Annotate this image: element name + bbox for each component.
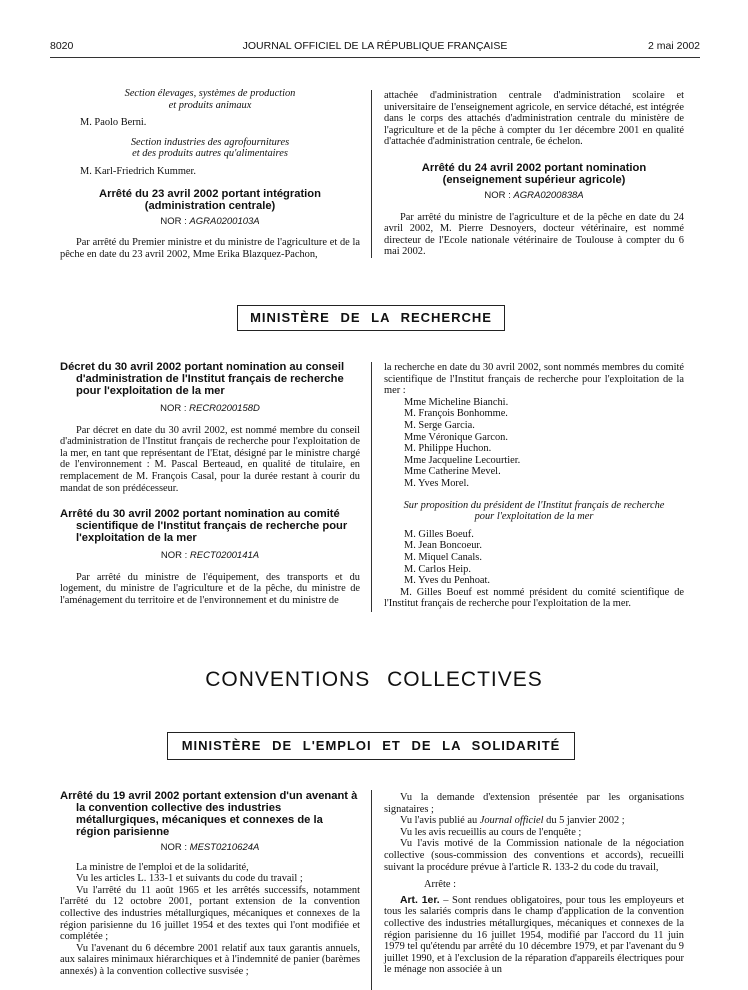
paragraph: La ministre de l'emploi et de la solidarité, bbox=[76, 861, 249, 873]
column-divider bbox=[371, 790, 372, 990]
president-text: M. Gilles Boeuf est nommé président du comité scientifique de l'Institut français de recherche pour l'exploitation de la mer. bbox=[384, 586, 684, 610]
member-item: M. Yves Morel. bbox=[404, 477, 469, 489]
continuation-text bbox=[384, 90, 684, 148]
paragraph: Vu les articles L. 133-1 et suivants du code du travail ; bbox=[76, 873, 303, 885]
nor-label: NOR : bbox=[484, 189, 511, 201]
decret-body: Par décret en date du 30 avril 2002, est nommé membre du conseil d'administration de l'Institut français de recherche pour l'exploitation de la mer, en tant que représentant de l'Etat, désigné par le ministre chargé de l'environnement : M. Pascal Berteaud, en qualité de titulaire, en remplacement de M. François Casal, pour la durée restant à courir du mandat de son prédécesseur. bbox=[60, 424, 360, 494]
nor-reference bbox=[60, 550, 360, 562]
ministry-heading: MINISTÈRE DE LA RECHERCHE bbox=[250, 310, 492, 325]
member-item: Mme Catherine Mevel. bbox=[404, 466, 501, 478]
arrete-label: Arrête : bbox=[424, 879, 457, 891]
top-right-column bbox=[384, 90, 684, 258]
proposition-line: Sur proposition du président de l'Institut français de recherche bbox=[403, 499, 665, 511]
article-label: Art. 1er. bbox=[400, 894, 440, 906]
paragraph-text: Vu l'avis publié au bbox=[400, 815, 480, 827]
member-item: Mme Véronique Garcon. bbox=[404, 431, 508, 443]
issue-date: 2 mai 2002 bbox=[648, 40, 700, 52]
section-heading bbox=[60, 137, 360, 160]
article-body: – Sont rendues obligatoires, pour tous les employeurs et tous les salariés compris dans le champ d'application de la convention collective des industries métallurgiques, mécaniques et connexes de la région parisienne du 16 juillet 1954, modifié par l'accord du 11 juin 1979 tel qu'étendu par arrêté du 10 décembre 1979, et par l'avenant du 9 juillet 1990, et à l'exclusion de la réparation d'appareils électriques pour le ménage non associée à un bbox=[384, 894, 685, 976]
arrete-body: Par arrêté du Premier ministre et du ministre de l'agriculture et de la pêche en date du 23 avril 2002, Mme Erika Blazquez-Pachon, bbox=[60, 237, 360, 260]
arrete-title-line: Arrêté du 23 avril 2002 portant intégration bbox=[99, 187, 321, 200]
nor-code: MEST0210624A bbox=[189, 842, 260, 853]
article-paragraph bbox=[384, 895, 684, 976]
member-item: Mme Jacqueline Lecourtier. bbox=[404, 454, 521, 466]
arrete-title-line: (administration centrale) bbox=[144, 199, 276, 212]
arrete-title-line: (enseignement supérieur agricole) bbox=[442, 173, 626, 186]
member-item: M. François Bonhomme. bbox=[404, 408, 508, 420]
decret-title: Décret du 30 avril 2002 portant nomination au conseil d'administration de l'Institut français de recherche pour l'exploitation de la mer bbox=[60, 361, 345, 397]
members-list bbox=[384, 397, 684, 490]
arrete-body: Par arrêté du ministre de l'équipement, des transports et du logement, du ministre de l'agriculture et de la pêche, du ministre de l'aménagement du territoire et de l'environnement et du ministre de bbox=[60, 571, 360, 606]
journal-title: JOURNAL OFFICIEL DE LA RÉPUBLIQUE FRANÇAISE bbox=[242, 40, 508, 52]
section-heading-line: Section industries des agrofournitures bbox=[130, 136, 290, 148]
nor-reference bbox=[60, 842, 360, 854]
nor-label: NOR : bbox=[160, 550, 188, 562]
section-heading-line: et produits animaux bbox=[168, 99, 252, 111]
member-item: M. Carlos Heip. bbox=[404, 563, 471, 575]
section-heading bbox=[60, 88, 360, 111]
nor-reference bbox=[60, 403, 360, 415]
journal-name: Journal officiel bbox=[479, 815, 544, 827]
member-name: M. Paolo Berni. bbox=[80, 117, 147, 129]
paragraph: Vu l'arrêté du 11 août 1965 et les arrêtés successifs, notamment l'arrêté du 12 octobre 2001, portant extension de la convention collective des industries métallurgiques, mécaniques et connexes de la région parisienne du 16 juillet 1954 et des textes qui l'ont modifiée et complétée ; bbox=[60, 884, 360, 943]
continuation-text: la recherche en date du 30 avril 2002, sont nommés membres du comité scientifique de l'Institut français de recherche pour l'exploitation de la mer : bbox=[384, 362, 684, 397]
page-number: 8020 bbox=[50, 40, 74, 52]
nor-label: NOR : bbox=[160, 403, 187, 414]
nor-code: AGRA0200838A bbox=[513, 189, 584, 201]
section-heading-line: et des produits autres qu'alimentaires bbox=[132, 148, 288, 160]
nor-code: RECR0200158D bbox=[189, 403, 260, 414]
members-list-2 bbox=[384, 529, 684, 587]
ministry-heading-box bbox=[167, 732, 575, 760]
member-item: M. Philippe Huchon. bbox=[404, 443, 492, 455]
nor-reference bbox=[60, 216, 360, 228]
arrete-title: Arrêté du 30 avril 2002 portant nomination au comité scientifique de l'Institut français de recherche pour l'exploitation de la mer bbox=[60, 508, 348, 545]
section-title: CONVENTIONS COLLECTIVES bbox=[205, 668, 543, 691]
member-item: Mme Micheline Bianchi. bbox=[404, 396, 509, 408]
paragraph: Vu la demande d'extension présentée par les organisations signataires ; bbox=[384, 792, 684, 815]
employment-right-column bbox=[384, 792, 684, 976]
nor-code: AGRA0200103A bbox=[189, 215, 260, 227]
arrete-title: Arrêté du 19 avril 2002 portant extension d'un avenant à la convention collective des industries métallurgiques, mécaniques et connexes de la région parisienne bbox=[60, 790, 358, 838]
member-name: M. Karl-Friedrich Kummer. bbox=[80, 165, 197, 177]
arrete-body: Par arrêté du ministre de l'agriculture et de la pêche en date du 24 avril 2002, M. Pierre Desnoyers, docteur vétérinaire, est nommé directeur de l'Ecole nationale vétérinaire de Toulouse à compter du 6 mai 2002. bbox=[384, 211, 684, 258]
paragraph bbox=[384, 815, 684, 827]
member-item: M. Yves du Penhoat. bbox=[404, 575, 491, 587]
nor-code: RECT0200141A bbox=[189, 550, 260, 562]
paragraph: Vu les avis recueillis au cours de l'enquête ; bbox=[400, 826, 582, 838]
nor-label: NOR : bbox=[160, 842, 188, 853]
member-item: M. Jean Boncoeur. bbox=[404, 540, 482, 552]
research-right-column bbox=[384, 362, 684, 610]
page-header bbox=[50, 40, 700, 56]
paragraph: Vu l'avenant du 6 décembre 2001 relatif aux taux garantis annuels, aux salaires minimaux hiérarchiques et à l'indemnité de panier (barèmes annexés) à la convention collective susvisée ; bbox=[60, 942, 360, 977]
header-rule bbox=[50, 57, 700, 58]
proposition-heading bbox=[384, 500, 684, 523]
arrete-title bbox=[60, 188, 360, 212]
paragraph: Vu l'avis motivé de la Commission nationale de la négociation collective (sous-commission des conventions et accords), recueilli suivant la procédure prévue à l'article R. 133-2 du code du travail, bbox=[384, 838, 684, 873]
nor-reference bbox=[384, 190, 684, 202]
column-divider bbox=[371, 362, 372, 612]
paragraph-text: du 5 janvier 2002 ; bbox=[543, 815, 625, 827]
ministry-heading-box bbox=[237, 305, 505, 331]
member-item: M. Gilles Boeuf. bbox=[404, 528, 474, 540]
top-left-column bbox=[60, 88, 360, 260]
ministry-heading: MINISTÈRE DE L'EMPLOI ET DE LA SOLIDARITÉ bbox=[181, 738, 561, 753]
continuation-body: attachée d'administration centrale d'administration scolaire et universitaire de l'enseignement agricole, en service détaché, est intégrée dans le corps des attachés d'administration centrale du ministère de l'agriculture et de la pêche à compter du 1er décembre 2001 en qualité d'attachée d'administration centrale, 6e échelon. bbox=[384, 90, 684, 148]
arrete-title-line: Arrêté du 24 avril 2002 portant nomination bbox=[421, 161, 647, 174]
member-item: M. Miquel Canals. bbox=[404, 551, 482, 563]
research-left-column bbox=[60, 361, 360, 607]
section-heading-line: Section élevages, systèmes de production bbox=[124, 88, 296, 99]
employment-left-column bbox=[60, 790, 360, 978]
column-divider bbox=[371, 90, 372, 258]
member-item: M. Serge Garcia. bbox=[404, 419, 475, 431]
proposition-line: pour l'exploitation de la mer bbox=[474, 511, 594, 523]
arrete-title bbox=[384, 162, 684, 186]
nor-label: NOR : bbox=[160, 215, 187, 227]
